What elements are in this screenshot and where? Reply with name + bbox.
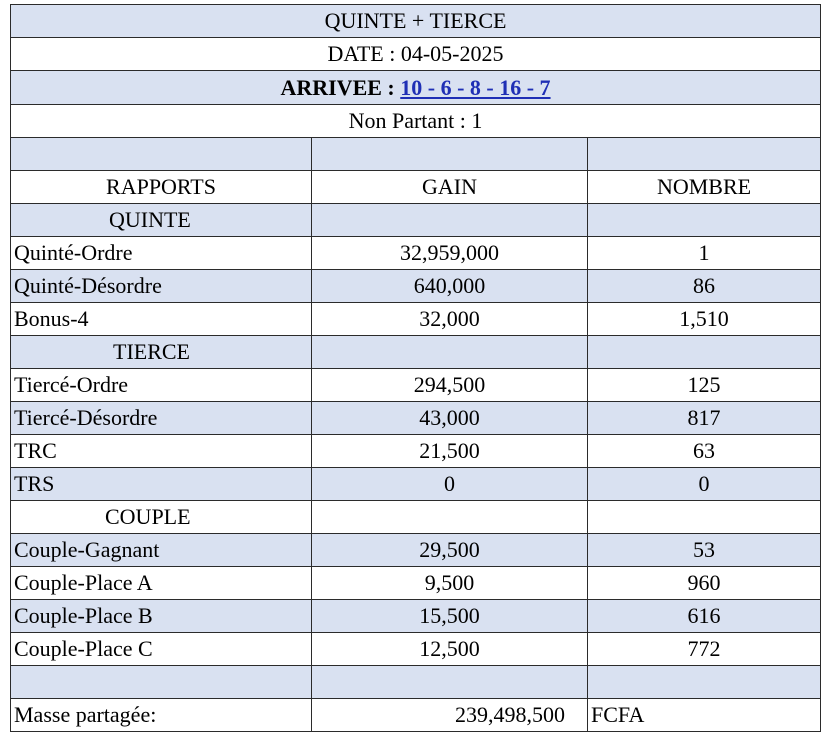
- row-label: TRC: [11, 435, 312, 468]
- col-header-nombre: NOMBRE: [588, 171, 821, 204]
- masse-label: Masse partagée:: [11, 699, 312, 732]
- table-row: [11, 534, 821, 567]
- row-nombre: 86: [588, 270, 821, 303]
- row-nombre: 616: [588, 600, 821, 633]
- section-title: COUPLE: [11, 501, 312, 534]
- arrivee-link[interactable]: 10 - 6 - 8 - 16 - 7: [400, 74, 551, 100]
- row-label: Quinté-Désordre: [11, 270, 312, 303]
- row-nombre: 125: [588, 369, 821, 402]
- row-gain: 0: [312, 468, 588, 501]
- row-label: Quinté-Ordre: [11, 237, 312, 270]
- row-nombre: 817: [588, 402, 821, 435]
- masse-value: 239,498,500: [312, 699, 588, 732]
- row-label: Couple-Place B: [11, 600, 312, 633]
- table-row: [11, 567, 821, 600]
- masse-currency: FCFA: [588, 699, 821, 732]
- row-gain: 32,959,000: [312, 237, 588, 270]
- section-header-quinte: [11, 204, 821, 237]
- row-gain: 294,500: [312, 369, 588, 402]
- results-table: [10, 4, 821, 732]
- section-header-couple: [11, 501, 821, 534]
- results-sheet: [10, 4, 820, 736]
- col-header-gain: GAIN: [312, 171, 588, 204]
- race-date: DATE : 04-05-2025: [11, 38, 821, 71]
- column-header-row: [11, 171, 821, 204]
- row-nombre: 53: [588, 534, 821, 567]
- row-label: Tiercé-Désordre: [11, 402, 312, 435]
- row-label: Couple-Place C: [11, 633, 312, 666]
- row-label: Couple-Gagnant: [11, 534, 312, 567]
- row-gain: 21,500: [312, 435, 588, 468]
- page-title: QUINTE + TIERCE: [11, 5, 821, 38]
- section-title: TIERCE: [11, 336, 312, 369]
- spacer-row: [11, 666, 821, 699]
- row-gain: 15,500: [312, 600, 588, 633]
- row-label: Couple-Place A: [11, 567, 312, 600]
- row-nombre: 1: [588, 237, 821, 270]
- col-header-rapports: RAPPORTS: [11, 171, 312, 204]
- table-row: [11, 600, 821, 633]
- row-nombre: 63: [588, 435, 821, 468]
- row-nombre: 772: [588, 633, 821, 666]
- table-row: [11, 270, 821, 303]
- section-title: QUINTE: [11, 204, 312, 237]
- row-nombre: 1,510: [588, 303, 821, 336]
- row-label: Bonus-4: [11, 303, 312, 336]
- masse-row: [11, 699, 821, 732]
- row-label: Tiercé-Ordre: [11, 369, 312, 402]
- row-nombre: 0: [588, 468, 821, 501]
- table-row: [11, 435, 821, 468]
- spacer-row: [11, 138, 821, 171]
- arrivee-row: [11, 71, 821, 105]
- table-row: [11, 303, 821, 336]
- row-gain: 43,000: [312, 402, 588, 435]
- row-label: TRS: [11, 468, 312, 501]
- non-partant: Non Partant : 1: [11, 105, 821, 138]
- arrivee-label: ARRIVEE :: [280, 74, 401, 100]
- row-gain: 29,500: [312, 534, 588, 567]
- row-gain: 9,500: [312, 567, 588, 600]
- row-gain: 640,000: [312, 270, 588, 303]
- section-header-tierce: [11, 336, 821, 369]
- table-row: [11, 633, 821, 666]
- row-gain: 12,500: [312, 633, 588, 666]
- table-row: [11, 237, 821, 270]
- row-nombre: 960: [588, 567, 821, 600]
- table-row: [11, 369, 821, 402]
- table-row: [11, 402, 821, 435]
- table-row: [11, 468, 821, 501]
- row-gain: 32,000: [312, 303, 588, 336]
